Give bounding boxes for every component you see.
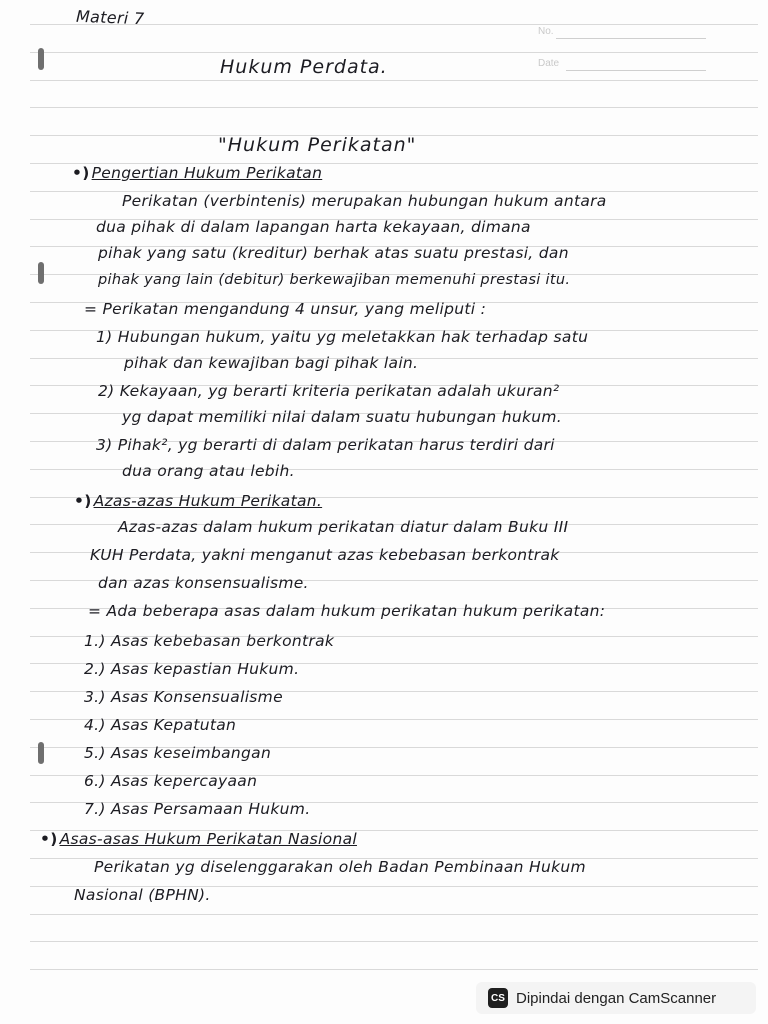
list-item: 1.) Asas kebebasan berkontrak: [84, 632, 335, 650]
subject-title: Hukum Perdata.: [220, 56, 388, 78]
camscanner-logo-icon: CS: [488, 988, 508, 1008]
punch-hole-mark: [38, 48, 44, 70]
text-line: 3) Pihak², yg berarti di dalam perikatan harus terdiri dari: [96, 436, 555, 454]
text-line: Perikatan yg diselenggarakan oleh Badan Pembinaan Hukum: [94, 858, 586, 876]
text-line: pihak yang satu (kreditur) berhak atas suatu prestasi, dan: [98, 244, 569, 262]
ruled-line: [30, 107, 758, 108]
section-heading: [72, 164, 322, 182]
text-line: Nasional (BPHN).: [74, 886, 211, 904]
materi-label: Materi 7: [75, 6, 145, 29]
ruled-line: [30, 969, 758, 970]
no-label: No.: [538, 26, 554, 37]
bullet-mark: •): [72, 164, 90, 182]
section-heading: [40, 830, 357, 848]
list-item: 7.) Asas Persamaan Hukum.: [84, 800, 311, 818]
section-heading-text: Azas-azas Hukum Perikatan.: [93, 492, 323, 510]
text-line: Perikatan (verbintenis) merupakan hubungan hukum antara: [122, 192, 607, 210]
text-line: = Ada beberapa asas dalam hukum perikatan hukum perikatan:: [88, 602, 606, 620]
text-line: Azas-azas dalam hukum perikatan diatur dalam Buku III: [118, 518, 569, 536]
bullet-mark: •): [74, 492, 92, 510]
list-item: 6.) Asas kepercayaan: [84, 772, 258, 790]
text-line: 2) Kekayaan, yg berarti kriteria perikatan adalah ukuran²: [98, 382, 560, 400]
text-line: 1) Hubungan hukum, yaitu yg meletakkan hak terhadap satu: [96, 328, 589, 346]
list-item: 4.) Asas Kepatutan: [84, 716, 237, 734]
list-item: 2.) Asas kepastian Hukum.: [84, 660, 300, 678]
punch-hole-mark: [38, 742, 44, 764]
ruled-line: [30, 941, 758, 942]
page-title: "Hukum Perikatan": [218, 134, 417, 156]
section-heading-text: Pengertian Hukum Perikatan: [91, 164, 323, 182]
date-label: Date: [538, 58, 560, 69]
text-line: dua pihak di dalam lapangan harta kekayaan, dimana: [96, 218, 531, 236]
list-item: 5.) Asas keseimbangan: [84, 744, 272, 762]
ruled-line: [30, 914, 758, 915]
date-line: [566, 70, 706, 71]
list-item: 3.) Asas Konsensualisme: [84, 688, 283, 706]
text-line: dua orang atau lebih.: [122, 462, 295, 480]
section-heading: [74, 492, 322, 510]
no-line: [556, 38, 706, 39]
section-heading-text: Asas-asas Hukum Perikatan Nasional: [59, 830, 357, 848]
text-line: pihak yang lain (debitur) berkewajiban memenuhi prestasi itu.: [98, 272, 571, 288]
ruled-line: [30, 80, 758, 81]
ruled-line: [30, 52, 758, 53]
text-line: dan azas konsensualisme.: [98, 574, 309, 592]
text-line: = Perikatan mengandung 4 unsur, yang meliputi :: [84, 300, 487, 318]
camscanner-watermark: [476, 982, 756, 1014]
watermark-text: Dipindai dengan CamScanner: [516, 989, 717, 1007]
text-line: KUH Perdata, yakni menganut azas kebebasan berkontrak: [90, 546, 560, 564]
text-line: pihak dan kewajiban bagi pihak lain.: [124, 354, 419, 372]
bullet-mark: •): [40, 830, 58, 848]
text-line: yg dapat memiliki nilai dalam suatu hubungan hukum.: [122, 408, 563, 426]
punch-hole-mark: [38, 262, 44, 284]
